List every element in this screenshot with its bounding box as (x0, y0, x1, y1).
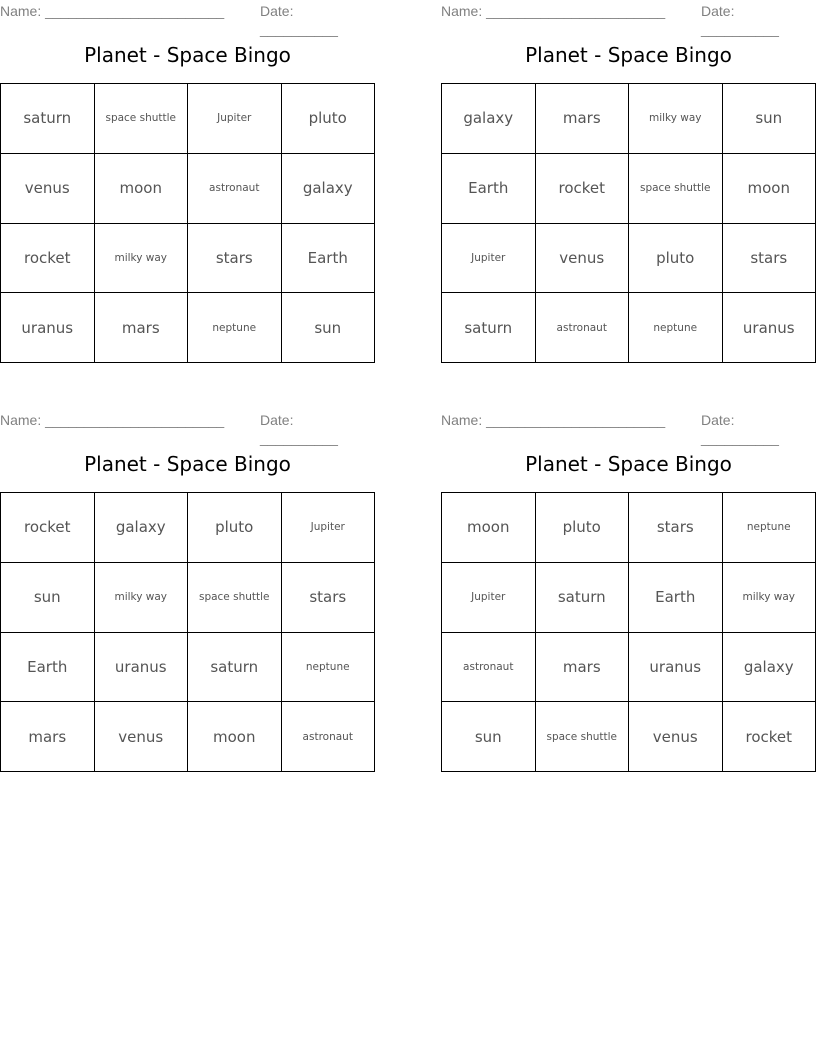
bingo-cell: milky way (95, 224, 189, 294)
card-title: Planet - Space Bingo (84, 43, 291, 67)
bingo-cell: space shuttle (95, 84, 189, 154)
bingo-grid (441, 492, 816, 772)
card-header (441, 411, 816, 446)
bingo-cell: milky way (723, 563, 816, 633)
date-line: Date: __________ (701, 412, 779, 446)
bingo-cell: saturn (1, 84, 95, 154)
bingo-cell: Jupiter (442, 563, 536, 633)
card-header (0, 2, 375, 37)
bingo-card (0, 0, 375, 365)
bingo-cell: rocket (536, 154, 630, 224)
bingo-cell: mars (1, 702, 95, 772)
bingo-cell: mars (536, 633, 630, 703)
bingo-cell: Jupiter (188, 84, 282, 154)
bingo-cell: rocket (723, 702, 816, 772)
bingo-cell: astronaut (188, 154, 282, 224)
name-line: Name: _______________________ (0, 3, 225, 19)
bingo-cell: galaxy (282, 154, 376, 224)
bingo-cell: venus (1, 154, 95, 224)
bingo-cell: neptune (188, 293, 282, 363)
bingo-cell: astronaut (442, 633, 536, 703)
bingo-cell: pluto (282, 84, 376, 154)
bingo-cell: Earth (629, 563, 723, 633)
bingo-card (441, 409, 816, 774)
bingo-cell: neptune (723, 493, 816, 563)
bingo-cell: space shuttle (188, 563, 282, 633)
bingo-cell: saturn (536, 563, 630, 633)
bingo-cell: neptune (629, 293, 723, 363)
bingo-cell: saturn (188, 633, 282, 703)
bingo-cell: sun (1, 563, 95, 633)
bingo-cell: Jupiter (442, 224, 536, 294)
bingo-cell: saturn (442, 293, 536, 363)
bingo-card (0, 409, 375, 774)
name-line: Name: _______________________ (0, 412, 225, 428)
card-header (0, 411, 375, 446)
bingo-cell: venus (629, 702, 723, 772)
bingo-cell: rocket (1, 224, 95, 294)
bingo-cell: galaxy (95, 493, 189, 563)
bingo-cell: uranus (629, 633, 723, 703)
bingo-cell: moon (188, 702, 282, 772)
bingo-cell: venus (95, 702, 189, 772)
bingo-cell: milky way (629, 84, 723, 154)
bingo-cell: Earth (1, 633, 95, 703)
bingo-cell: Jupiter (282, 493, 376, 563)
name-line: Name: _______________________ (441, 412, 666, 428)
bingo-grid (0, 83, 375, 363)
date-line: Date: __________ (260, 412, 338, 446)
bingo-cell: galaxy (442, 84, 536, 154)
bingo-cell: uranus (723, 293, 816, 363)
bingo-cell: astronaut (282, 702, 376, 772)
bingo-cell: stars (629, 493, 723, 563)
bingo-cell: astronaut (536, 293, 630, 363)
bingo-cell: pluto (536, 493, 630, 563)
bingo-cell: Earth (442, 154, 536, 224)
bingo-cell: pluto (629, 224, 723, 294)
bingo-cell: mars (536, 84, 630, 154)
bingo-cell: moon (442, 493, 536, 563)
bingo-cell: pluto (188, 493, 282, 563)
date-line: Date: __________ (701, 3, 779, 37)
card-title: Planet - Space Bingo (525, 452, 732, 476)
bingo-cell: stars (282, 563, 376, 633)
bingo-cell: moon (723, 154, 816, 224)
bingo-cell: neptune (282, 633, 376, 703)
bingo-cell: space shuttle (536, 702, 630, 772)
bingo-cell: sun (723, 84, 816, 154)
bingo-cell: sun (282, 293, 376, 363)
bingo-cell: stars (188, 224, 282, 294)
bingo-cell: rocket (1, 493, 95, 563)
bingo-cell: Earth (282, 224, 376, 294)
date-line: Date: __________ (260, 3, 338, 37)
bingo-cell: moon (95, 154, 189, 224)
bingo-cell: space shuttle (629, 154, 723, 224)
bingo-cell: uranus (1, 293, 95, 363)
bingo-cell: sun (442, 702, 536, 772)
bingo-card (441, 0, 816, 365)
bingo-cell: stars (723, 224, 816, 294)
card-header (441, 2, 816, 37)
bingo-grid (0, 492, 375, 772)
bingo-cell: galaxy (723, 633, 816, 703)
name-line: Name: _______________________ (441, 3, 666, 19)
bingo-cell: venus (536, 224, 630, 294)
card-title: Planet - Space Bingo (84, 452, 291, 476)
bingo-cell: milky way (95, 563, 189, 633)
card-title: Planet - Space Bingo (525, 43, 732, 67)
bingo-grid (441, 83, 816, 363)
bingo-cell: mars (95, 293, 189, 363)
bingo-cell: uranus (95, 633, 189, 703)
